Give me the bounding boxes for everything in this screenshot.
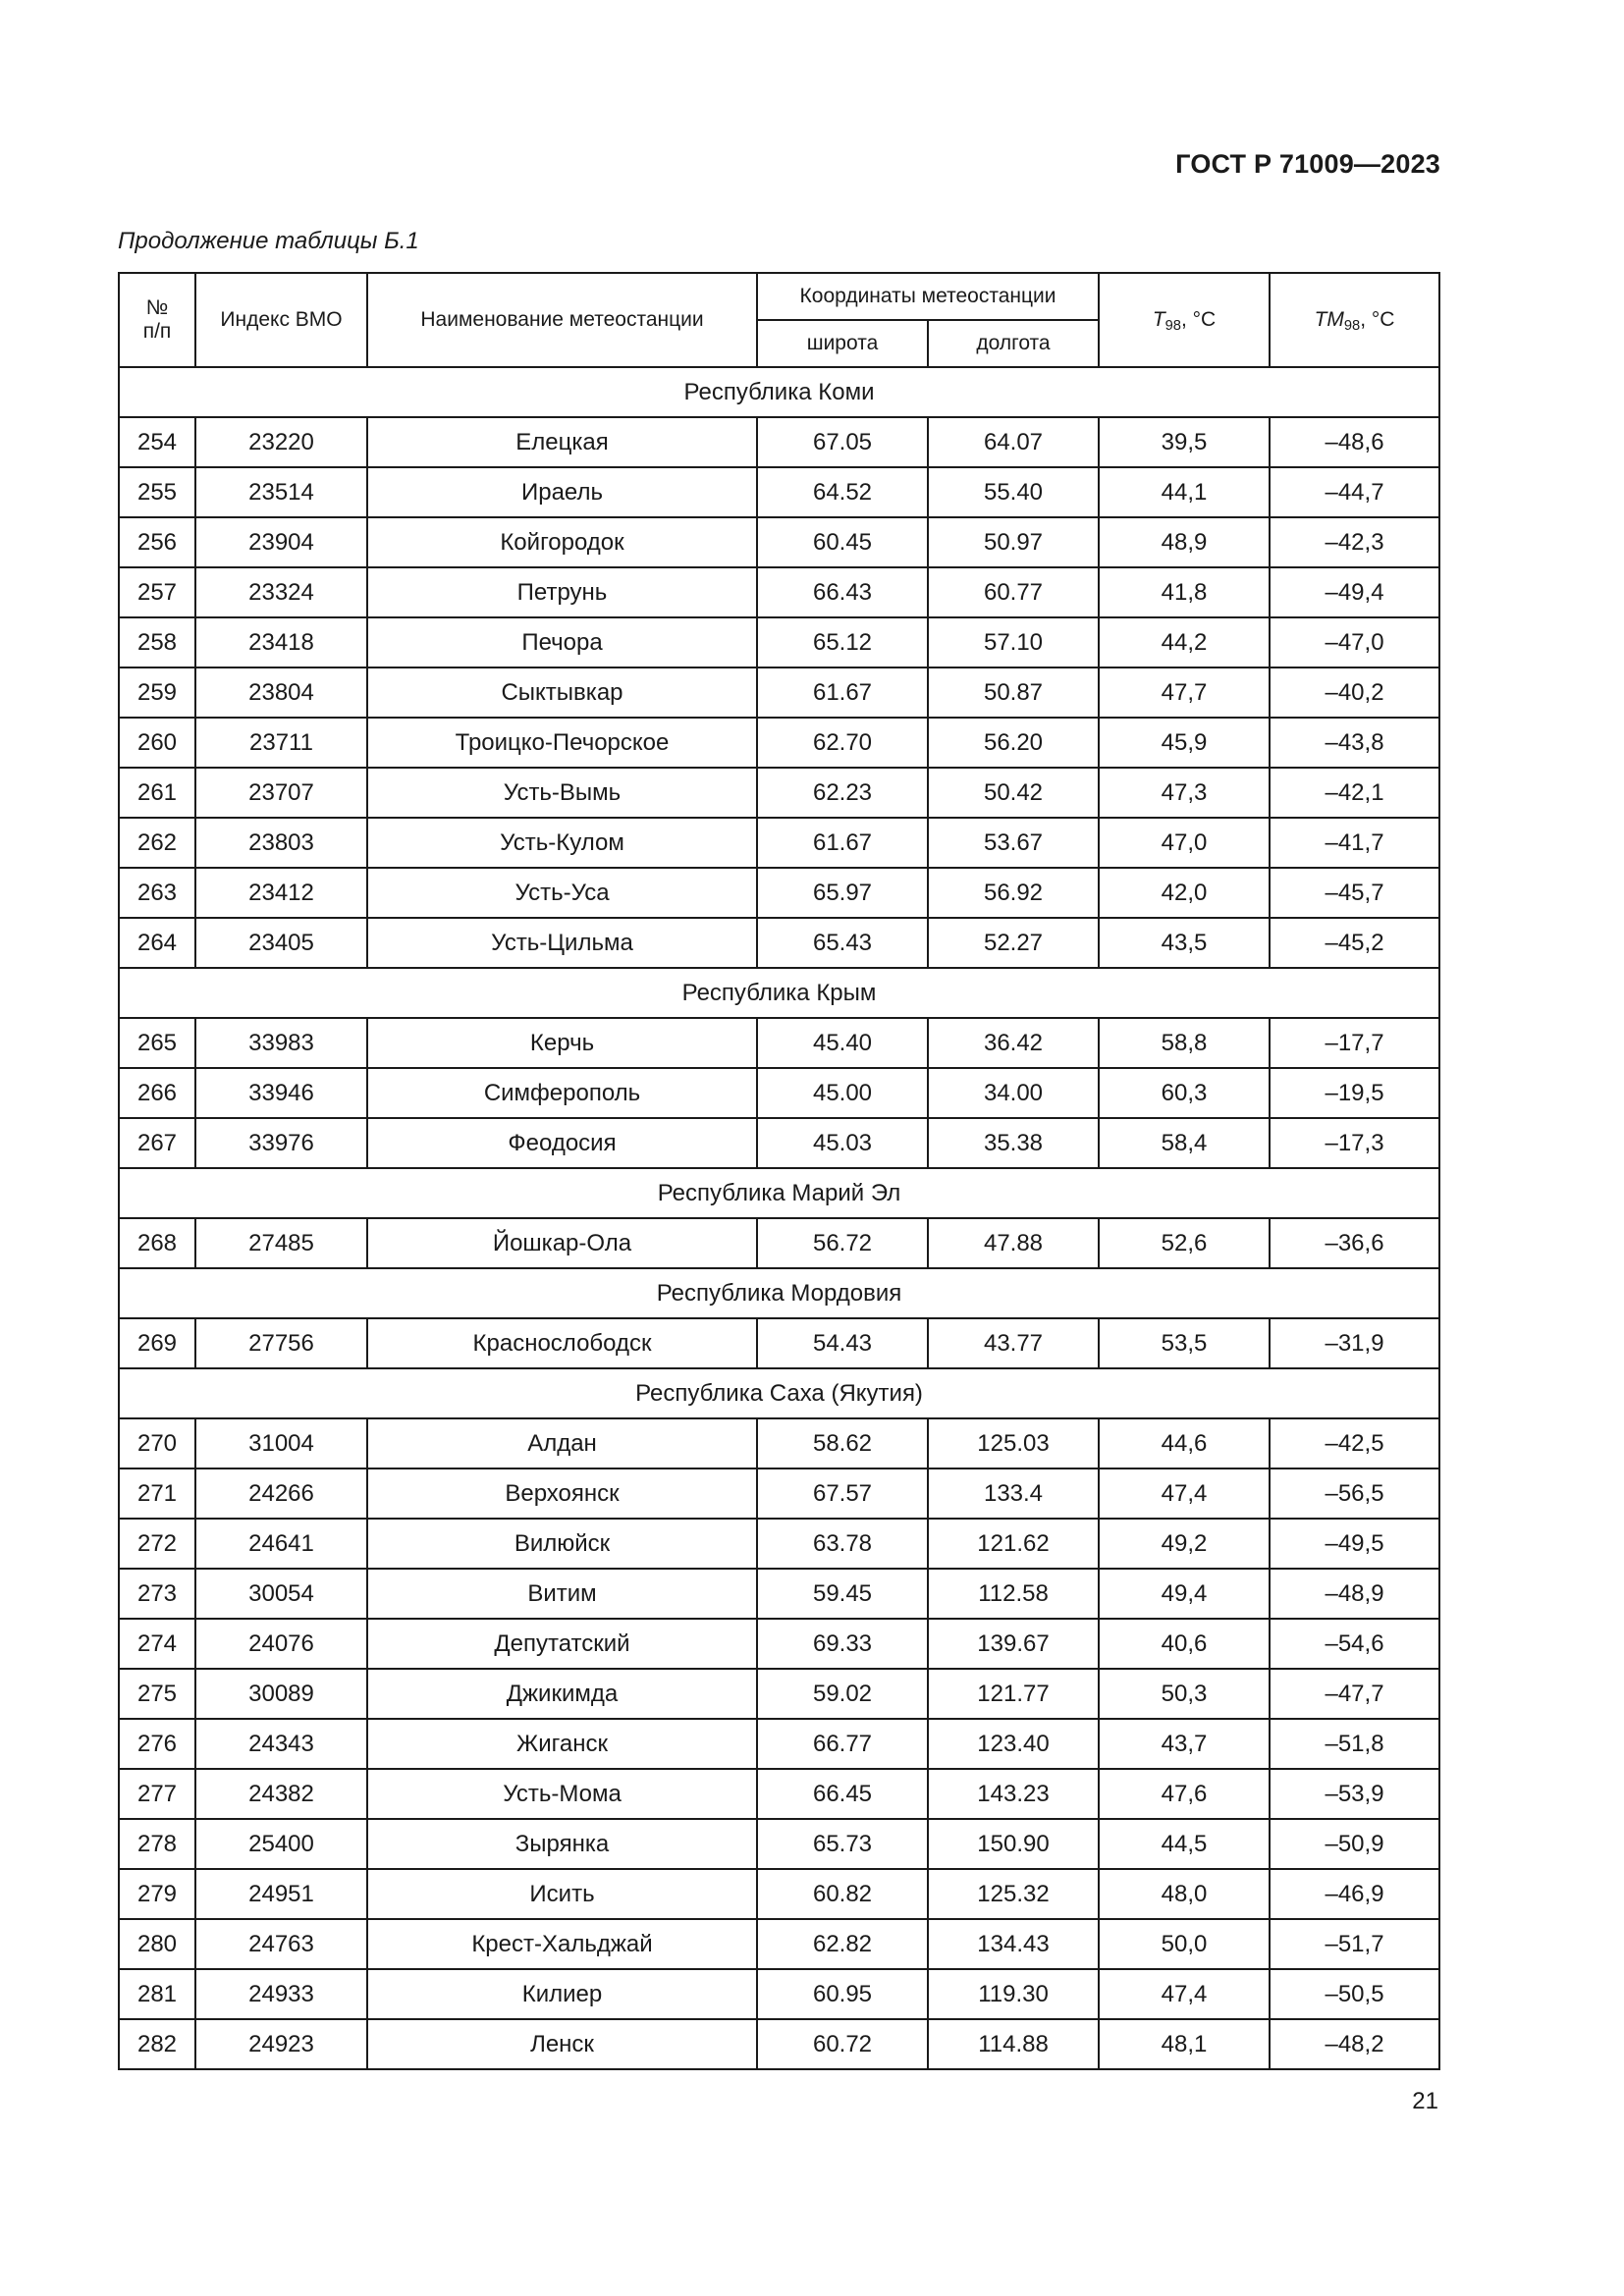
station-name-cell: Депутатский	[367, 1619, 757, 1669]
station-name-cell: Симферополь	[367, 1068, 757, 1118]
section-row	[119, 1368, 1439, 1418]
section-title: Республика Мордовия	[119, 1268, 1439, 1318]
row-number-cell: 257	[119, 567, 195, 617]
wmo-index-cell: 23405	[195, 918, 367, 968]
longitude-cell: 34.00	[928, 1068, 1099, 1118]
row-number-cell: 271	[119, 1468, 195, 1519]
table-row	[119, 818, 1439, 868]
table-row	[119, 517, 1439, 567]
t98-cell: 47,0	[1099, 818, 1270, 868]
wmo-index-cell: 33946	[195, 1068, 367, 1118]
t98-cell: 43,7	[1099, 1719, 1270, 1769]
header-tm98-unit: , °C	[1360, 307, 1395, 331]
wmo-index-cell: 24076	[195, 1619, 367, 1669]
wmo-index-cell: 33983	[195, 1018, 367, 1068]
section-row	[119, 968, 1439, 1018]
table-caption: Продолжение таблицы Б.1	[118, 228, 419, 254]
latitude-cell: 66.45	[757, 1769, 928, 1819]
section-title: Республика Саха (Якутия)	[119, 1368, 1439, 1418]
table-row	[119, 1118, 1439, 1168]
table-row	[119, 1819, 1439, 1869]
station-name-cell: Крест-Хальджай	[367, 1919, 757, 1969]
longitude-cell: 112.58	[928, 1569, 1099, 1619]
t98-cell: 47,4	[1099, 1468, 1270, 1519]
latitude-cell: 59.02	[757, 1669, 928, 1719]
row-number-cell: 258	[119, 617, 195, 667]
wmo-index-cell: 23220	[195, 417, 367, 467]
longitude-cell: 35.38	[928, 1118, 1099, 1168]
row-number-cell: 267	[119, 1118, 195, 1168]
table-row	[119, 2019, 1439, 2069]
tm98-cell: –51,7	[1270, 1919, 1439, 1969]
table-row	[119, 567, 1439, 617]
table-row	[119, 1719, 1439, 1769]
header-station-name: Наименование метеостанции	[367, 273, 757, 367]
longitude-cell: 53.67	[928, 818, 1099, 868]
station-name-cell: Усть-Мома	[367, 1769, 757, 1819]
tm98-cell: –42,3	[1270, 517, 1439, 567]
section-row	[119, 1168, 1439, 1218]
t98-cell: 47,6	[1099, 1769, 1270, 1819]
row-number-cell: 272	[119, 1519, 195, 1569]
row-number-cell: 255	[119, 467, 195, 517]
row-number-cell: 261	[119, 768, 195, 818]
t98-cell: 42,0	[1099, 868, 1270, 918]
latitude-cell: 65.97	[757, 868, 928, 918]
page-number: 21	[1412, 2088, 1438, 2114]
longitude-cell: 43.77	[928, 1318, 1099, 1368]
station-name-cell: Зырянка	[367, 1819, 757, 1869]
latitude-cell: 58.62	[757, 1418, 928, 1468]
table-row	[119, 1769, 1439, 1819]
row-number-cell: 275	[119, 1669, 195, 1719]
station-name-cell: Усть-Цильма	[367, 918, 757, 968]
header-tm98-subscript: 98	[1343, 317, 1361, 334]
latitude-cell: 60.45	[757, 517, 928, 567]
tm98-cell: –19,5	[1270, 1068, 1439, 1118]
station-name-cell: Йошкар-Ола	[367, 1218, 757, 1268]
t98-cell: 47,7	[1099, 667, 1270, 718]
station-name-cell: Усть-Уса	[367, 868, 757, 918]
tm98-cell: –51,8	[1270, 1719, 1439, 1769]
station-name-cell: Печора	[367, 617, 757, 667]
row-number-cell: 264	[119, 918, 195, 968]
wmo-index-cell: 31004	[195, 1418, 367, 1468]
longitude-cell: 50.97	[928, 517, 1099, 567]
tm98-cell: –47,0	[1270, 617, 1439, 667]
longitude-cell: 121.62	[928, 1519, 1099, 1569]
wmo-index-cell: 25400	[195, 1819, 367, 1869]
row-number-cell: 268	[119, 1218, 195, 1268]
tm98-cell: –56,5	[1270, 1468, 1439, 1519]
wmo-index-cell: 24641	[195, 1519, 367, 1569]
t98-cell: 44,1	[1099, 467, 1270, 517]
table-row	[119, 1969, 1439, 2019]
wmo-index-cell: 24933	[195, 1969, 367, 2019]
latitude-cell: 60.82	[757, 1869, 928, 1919]
station-name-cell: Витим	[367, 1569, 757, 1619]
row-number-cell: 279	[119, 1869, 195, 1919]
tm98-cell: –17,3	[1270, 1118, 1439, 1168]
row-number-cell: 273	[119, 1569, 195, 1619]
row-number-cell: 278	[119, 1819, 195, 1869]
wmo-index-cell: 24382	[195, 1769, 367, 1819]
station-name-cell: Ираель	[367, 467, 757, 517]
station-name-cell: Койгородок	[367, 517, 757, 567]
t98-cell: 48,1	[1099, 2019, 1270, 2069]
longitude-cell: 50.42	[928, 768, 1099, 818]
table-row	[119, 718, 1439, 768]
tm98-cell: –36,6	[1270, 1218, 1439, 1268]
table-row	[119, 918, 1439, 968]
tm98-cell: –40,2	[1270, 667, 1439, 718]
longitude-cell: 114.88	[928, 2019, 1099, 2069]
latitude-cell: 63.78	[757, 1519, 928, 1569]
latitude-cell: 62.23	[757, 768, 928, 818]
t98-cell: 49,2	[1099, 1519, 1270, 1569]
wmo-index-cell: 23514	[195, 467, 367, 517]
row-number-cell: 269	[119, 1318, 195, 1368]
station-name-cell: Усть-Вымь	[367, 768, 757, 818]
tm98-cell: –17,7	[1270, 1018, 1439, 1068]
longitude-cell: 121.77	[928, 1669, 1099, 1719]
tm98-cell: –50,9	[1270, 1819, 1439, 1869]
row-number-cell: 266	[119, 1068, 195, 1118]
t98-cell: 45,9	[1099, 718, 1270, 768]
t98-cell: 47,3	[1099, 768, 1270, 818]
section-title: Республика Марий Эл	[119, 1168, 1439, 1218]
wmo-index-cell: 33976	[195, 1118, 367, 1168]
tm98-cell: –42,5	[1270, 1418, 1439, 1468]
station-name-cell: Исить	[367, 1869, 757, 1919]
t98-cell: 44,2	[1099, 617, 1270, 667]
row-number-cell: 265	[119, 1018, 195, 1068]
station-name-cell: Усть-Кулом	[367, 818, 757, 868]
station-name-cell: Краснослободск	[367, 1318, 757, 1368]
row-number-cell: 259	[119, 667, 195, 718]
longitude-cell: 50.87	[928, 667, 1099, 718]
tm98-cell: –41,7	[1270, 818, 1439, 868]
row-number-cell: 277	[119, 1769, 195, 1819]
table-row	[119, 467, 1439, 517]
wmo-index-cell: 23324	[195, 567, 367, 617]
header-coordinates: Координаты метеостанции	[757, 273, 1099, 320]
longitude-cell: 119.30	[928, 1969, 1099, 2019]
station-name-cell: Килиер	[367, 1969, 757, 2019]
t98-cell: 44,6	[1099, 1418, 1270, 1468]
latitude-cell: 67.05	[757, 417, 928, 467]
station-name-cell: Алдан	[367, 1418, 757, 1468]
section-title: Республика Коми	[119, 367, 1439, 417]
latitude-cell: 60.72	[757, 2019, 928, 2069]
longitude-cell: 139.67	[928, 1619, 1099, 1669]
header-tm98-symbol: TM	[1314, 307, 1344, 331]
t98-cell: 53,5	[1099, 1318, 1270, 1368]
longitude-cell: 150.90	[928, 1819, 1099, 1869]
station-name-cell: Сыктывкар	[367, 667, 757, 718]
header-t98-unit: , °C	[1180, 307, 1217, 331]
tm98-cell: –49,5	[1270, 1519, 1439, 1569]
tm98-cell: –54,6	[1270, 1619, 1439, 1669]
longitude-cell: 36.42	[928, 1018, 1099, 1068]
longitude-cell: 55.40	[928, 467, 1099, 517]
row-number-cell: 282	[119, 2019, 195, 2069]
row-number-cell: 281	[119, 1969, 195, 2019]
table-row	[119, 1068, 1439, 1118]
latitude-cell: 62.82	[757, 1919, 928, 1969]
longitude-cell: 133.4	[928, 1468, 1099, 1519]
latitude-cell: 61.67	[757, 818, 928, 868]
table-body	[119, 367, 1439, 2069]
table-row	[119, 1318, 1439, 1368]
header-t98-symbol: T	[1152, 307, 1165, 331]
row-number-cell: 274	[119, 1619, 195, 1669]
wmo-index-cell: 27756	[195, 1318, 367, 1368]
row-number-cell: 254	[119, 417, 195, 467]
wmo-index-cell: 24343	[195, 1719, 367, 1769]
row-number-cell: 270	[119, 1418, 195, 1468]
latitude-cell: 60.95	[757, 1969, 928, 2019]
section-row	[119, 367, 1439, 417]
table-row	[119, 1418, 1439, 1468]
t98-cell: 47,4	[1099, 1969, 1270, 2019]
table-row	[119, 617, 1439, 667]
t98-cell: 40,6	[1099, 1619, 1270, 1669]
latitude-cell: 65.73	[757, 1819, 928, 1869]
wmo-index-cell: 24951	[195, 1869, 367, 1919]
table-row	[119, 868, 1439, 918]
row-number-cell: 280	[119, 1919, 195, 1969]
wmo-index-cell: 23711	[195, 718, 367, 768]
t98-cell: 48,9	[1099, 517, 1270, 567]
row-number-cell: 260	[119, 718, 195, 768]
tm98-cell: –31,9	[1270, 1318, 1439, 1368]
table-row	[119, 1468, 1439, 1519]
header-tm98	[1270, 273, 1439, 367]
latitude-cell: 45.00	[757, 1068, 928, 1118]
t98-cell: 39,5	[1099, 417, 1270, 467]
tm98-cell: –43,8	[1270, 718, 1439, 768]
latitude-cell: 67.57	[757, 1468, 928, 1519]
wmo-index-cell: 27485	[195, 1218, 367, 1268]
t98-cell: 50,0	[1099, 1919, 1270, 1969]
tm98-cell: –47,7	[1270, 1669, 1439, 1719]
row-number-cell: 276	[119, 1719, 195, 1769]
wmo-index-cell: 30089	[195, 1669, 367, 1719]
tm98-cell: –53,9	[1270, 1769, 1439, 1819]
wmo-index-cell: 24923	[195, 2019, 367, 2069]
latitude-cell: 65.12	[757, 617, 928, 667]
t98-cell: 44,5	[1099, 1819, 1270, 1869]
longitude-cell: 52.27	[928, 918, 1099, 968]
latitude-cell: 45.40	[757, 1018, 928, 1068]
wmo-index-cell: 30054	[195, 1569, 367, 1619]
tm98-cell: –48,2	[1270, 2019, 1439, 2069]
latitude-cell: 65.43	[757, 918, 928, 968]
station-name-cell: Петрунь	[367, 567, 757, 617]
t98-cell: 58,8	[1099, 1018, 1270, 1068]
tm98-cell: –50,5	[1270, 1969, 1439, 2019]
table-row	[119, 1619, 1439, 1669]
table-row	[119, 1669, 1439, 1719]
latitude-cell: 56.72	[757, 1218, 928, 1268]
latitude-cell: 59.45	[757, 1569, 928, 1619]
t98-cell: 50,3	[1099, 1669, 1270, 1719]
section-title: Республика Крым	[119, 968, 1439, 1018]
latitude-cell: 62.70	[757, 718, 928, 768]
header-longitude: долгота	[928, 320, 1099, 367]
tm98-cell: –48,6	[1270, 417, 1439, 467]
wmo-index-cell: 23412	[195, 868, 367, 918]
document-code: ГОСТ Р 71009—2023	[1175, 149, 1440, 179]
station-name-cell: Вилюйск	[367, 1519, 757, 1569]
table-row	[119, 1869, 1439, 1919]
header-number-abbr: п/п	[142, 320, 172, 343]
t98-cell: 60,3	[1099, 1068, 1270, 1118]
tm98-cell: –44,7	[1270, 467, 1439, 517]
row-number-cell: 263	[119, 868, 195, 918]
latitude-cell: 64.52	[757, 467, 928, 517]
header-latitude: широта	[757, 320, 928, 367]
tm98-cell: –42,1	[1270, 768, 1439, 818]
station-name-cell: Керчь	[367, 1018, 757, 1068]
header-t98	[1099, 273, 1270, 367]
tm98-cell: –45,7	[1270, 868, 1439, 918]
longitude-cell: 134.43	[928, 1919, 1099, 1969]
station-name-cell: Троицко-Печорское	[367, 718, 757, 768]
wmo-index-cell: 24266	[195, 1468, 367, 1519]
latitude-cell: 61.67	[757, 667, 928, 718]
longitude-cell: 123.40	[928, 1719, 1099, 1769]
wmo-index-cell: 24763	[195, 1919, 367, 1969]
row-number-cell: 262	[119, 818, 195, 868]
latitude-cell: 45.03	[757, 1118, 928, 1168]
latitude-cell: 69.33	[757, 1619, 928, 1669]
longitude-cell: 60.77	[928, 567, 1099, 617]
longitude-cell: 56.92	[928, 868, 1099, 918]
table-row	[119, 667, 1439, 718]
longitude-cell: 64.07	[928, 417, 1099, 467]
wmo-index-cell: 23803	[195, 818, 367, 868]
latitude-cell: 54.43	[757, 1318, 928, 1368]
wmo-index-cell: 23418	[195, 617, 367, 667]
longitude-cell: 125.03	[928, 1418, 1099, 1468]
table-row	[119, 1519, 1439, 1569]
station-name-cell: Елецкая	[367, 417, 757, 467]
table-row	[119, 417, 1439, 467]
wmo-index-cell: 23904	[195, 517, 367, 567]
table-row	[119, 768, 1439, 818]
t98-cell: 41,8	[1099, 567, 1270, 617]
longitude-cell: 143.23	[928, 1769, 1099, 1819]
header-number-sign: №	[145, 295, 169, 319]
stations-table	[118, 272, 1440, 2070]
station-name-cell: Джикимда	[367, 1669, 757, 1719]
t98-cell: 49,4	[1099, 1569, 1270, 1619]
table-row	[119, 1569, 1439, 1619]
t98-cell: 43,5	[1099, 918, 1270, 968]
latitude-cell: 66.77	[757, 1719, 928, 1769]
section-row	[119, 1268, 1439, 1318]
station-name-cell: Верхоянск	[367, 1468, 757, 1519]
tm98-cell: –49,4	[1270, 567, 1439, 617]
header-wmo-index: Индекс ВМО	[195, 273, 367, 367]
tm98-cell: –46,9	[1270, 1869, 1439, 1919]
longitude-cell: 57.10	[928, 617, 1099, 667]
wmo-index-cell: 23804	[195, 667, 367, 718]
header-number	[119, 273, 195, 367]
table-row	[119, 1018, 1439, 1068]
table-row	[119, 1218, 1439, 1268]
tm98-cell: –45,2	[1270, 918, 1439, 968]
t98-cell: 48,0	[1099, 1869, 1270, 1919]
wmo-index-cell: 23707	[195, 768, 367, 818]
tm98-cell: –48,9	[1270, 1569, 1439, 1619]
table-row	[119, 1919, 1439, 1969]
station-name-cell: Ленск	[367, 2019, 757, 2069]
t98-cell: 52,6	[1099, 1218, 1270, 1268]
longitude-cell: 125.32	[928, 1869, 1099, 1919]
station-name-cell: Жиганск	[367, 1719, 757, 1769]
station-name-cell: Феодосия	[367, 1118, 757, 1168]
longitude-cell: 56.20	[928, 718, 1099, 768]
t98-cell: 58,4	[1099, 1118, 1270, 1168]
latitude-cell: 66.43	[757, 567, 928, 617]
row-number-cell: 256	[119, 517, 195, 567]
header-t98-subscript: 98	[1164, 317, 1181, 334]
longitude-cell: 47.88	[928, 1218, 1099, 1268]
